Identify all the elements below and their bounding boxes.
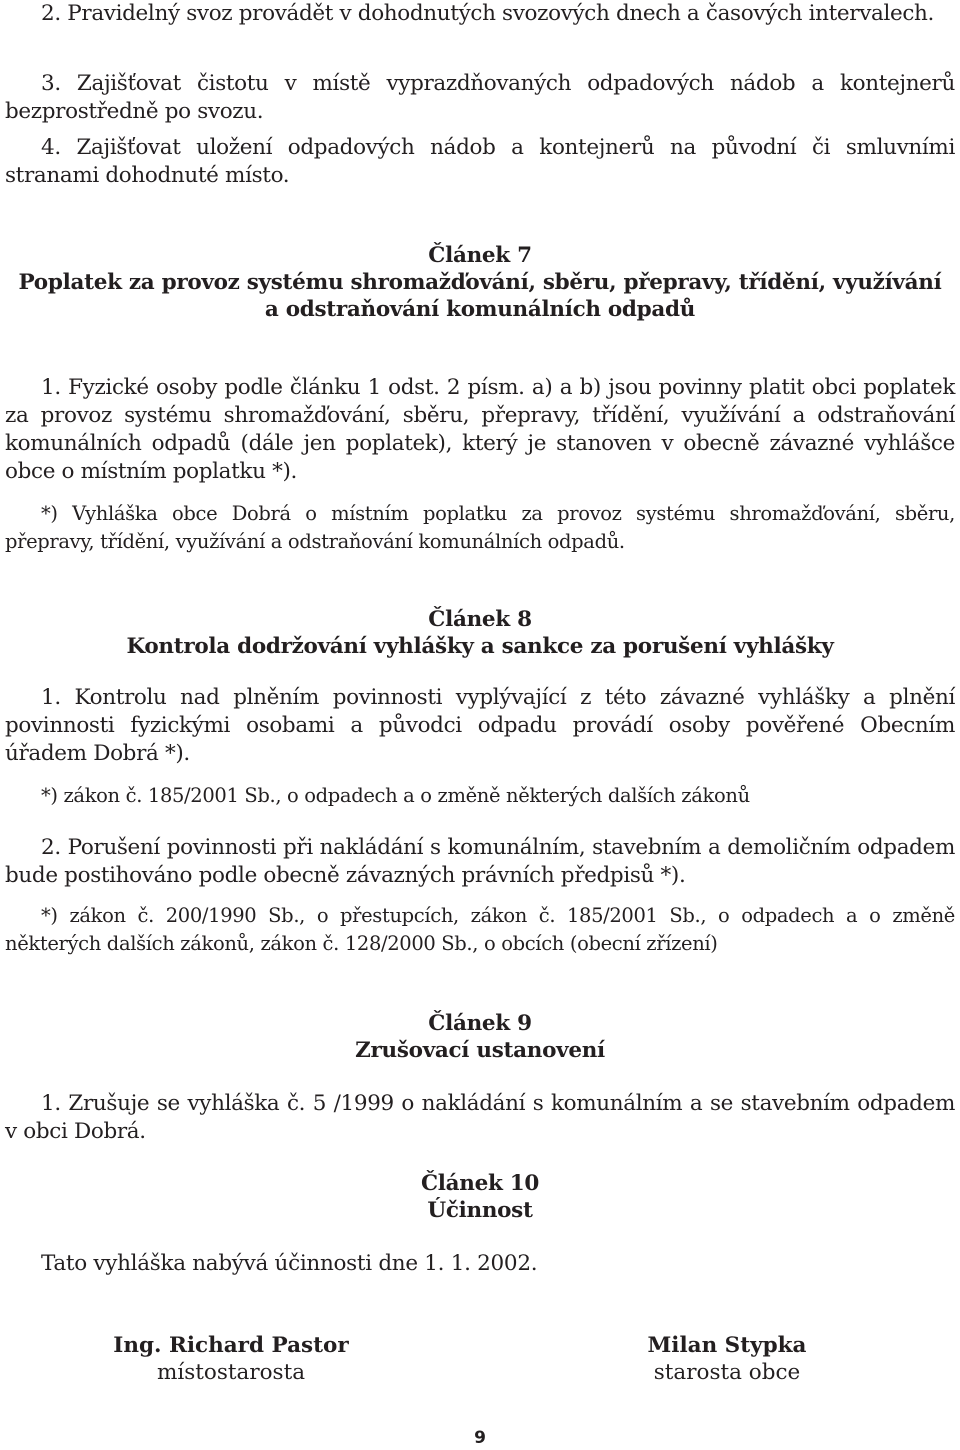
paragraph-4: 4. Zajišťovat uložení odpadových nádob a kontejnerů na původní či smluvními stranami dohodnuté místo.	[5, 135, 955, 188]
article-7-heading	[0, 242, 960, 323]
article-9-title: Zrušovací ustanovení	[355, 1038, 605, 1063]
article-10-title: Účinnost	[427, 1198, 533, 1223]
signature-right	[577, 1332, 877, 1386]
article-10-heading	[0, 1170, 960, 1224]
article-8-heading	[0, 606, 960, 660]
article-7-title-line-1: Poplatek za provoz systému shromažďování, sběru, přepravy, třídění, využívání	[18, 270, 942, 295]
article-7-number: Článek 7	[428, 243, 532, 268]
article-7-paragraph-1: 1. Fyzické osoby podle článku 1 odst. 2 písm. a) a b) jsou povinny platit obci poplatek za provoz systému shromažďování, sběru, přepravy, třídění, využívání a odstraňování komunálních odpadů (dále jen poplatek), který je stanoven v obecně závazné vyhlášce obce o místním poplatku *).	[5, 375, 955, 484]
article-9-paragraph-1: 1. Zrušuje se vyhláška č. 5 /1999 o nakládání s komunálním a se stavebním odpadem v obci Dobrá.	[5, 1091, 955, 1144]
article-8-number: Článek 8	[428, 607, 532, 632]
signature-right-name: Milan Stypka	[647, 1333, 807, 1358]
page-number: 9	[474, 1428, 486, 1448]
article-7-footnote: *) Vyhláška obce Dobrá o místním poplatku za provoz systému shromažďování, sběru, přepravy, třídění, využívání a odstraňování komunálních odpadů.	[5, 502, 955, 553]
article-10-number: Článek 10	[420, 1171, 540, 1196]
signature-left	[81, 1332, 381, 1386]
article-9-heading	[0, 1010, 960, 1064]
article-10-paragraph-1: Tato vyhláška nabývá účinnosti dne 1. 1. 2002.	[41, 1251, 538, 1276]
article-8-footnote-1: *) zákon č. 185/2001 Sb., o odpadech a o změně některých dalších zákonů	[41, 784, 750, 807]
article-8-title: Kontrola dodržování vyhlášky a sankce za porušení vyhlášky	[126, 634, 834, 659]
signature-left-name: Ing. Richard Pastor	[113, 1333, 349, 1358]
article-7-title-line-2: a odstraňování komunálních odpadů	[264, 297, 696, 322]
signature-left-role: místostarosta	[156, 1360, 306, 1385]
article-8-paragraph-2: 2. Porušení povinnosti při nakládání s komunálním, stavebním a demoličním odpadem bude postihováno podle obecně závazných právních předpisů *).	[5, 835, 955, 888]
article-8-footnote-2: *) zákon č. 200/1990 Sb., o přestupcích, zákon č. 185/2001 Sb., o odpadech a o změně některých dalších zákonů, zákon č. 128/2000 Sb., o obcích (obecní zřízení)	[5, 904, 955, 955]
signature-right-role: starosta obce	[653, 1360, 801, 1385]
article-8-paragraph-1: 1. Kontrolu nad plněním povinnosti vyplývající z této závazné vyhlášky a plnění povinnosti fyzickými osobami a původci odpadu provádí osoby pověřené Obecním úřadem Dobrá *).	[5, 685, 955, 766]
article-9-number: Článek 9	[428, 1011, 532, 1036]
paragraph-2: 2. Pravidelný svoz provádět v dohodnutých svozových dnech a časových intervalech.	[41, 1, 935, 26]
paragraph-3: 3. Zajišťovat čistotu v místě vyprazdňovaných odpadových nádob a kontejnerů bezprostředně po svozu.	[5, 71, 955, 124]
